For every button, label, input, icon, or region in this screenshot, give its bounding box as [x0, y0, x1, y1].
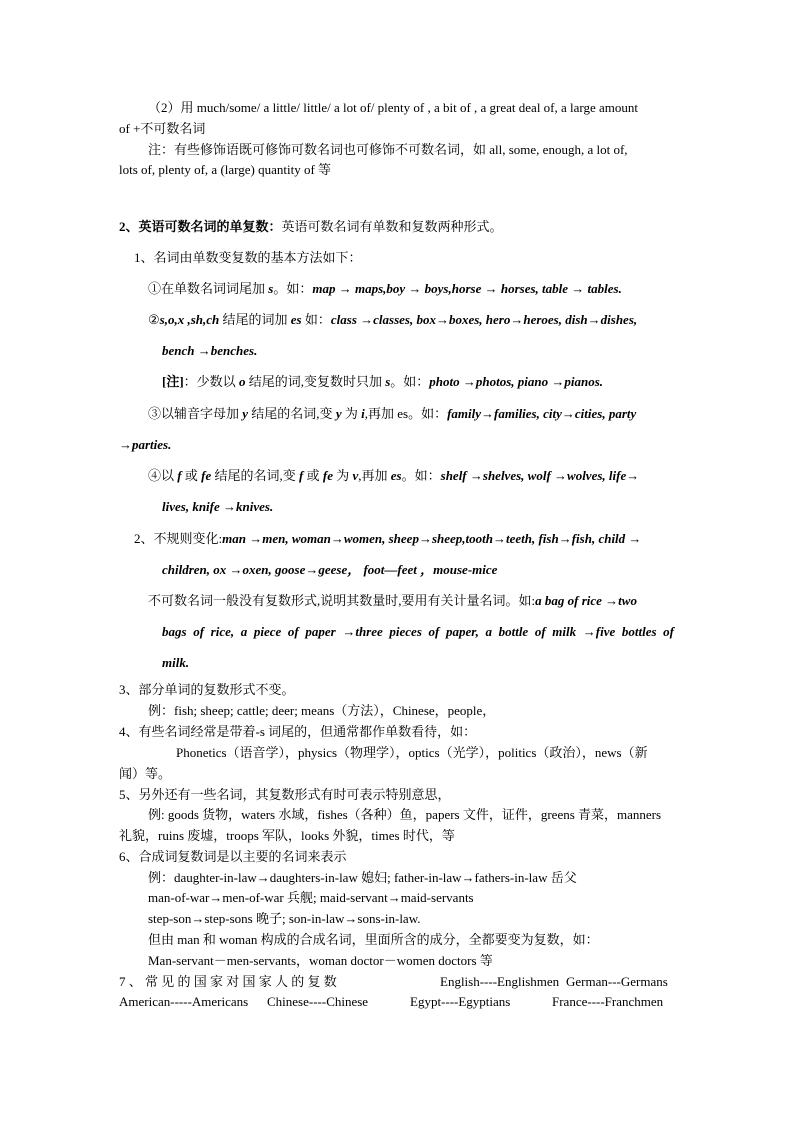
- rule-irregular: [134, 530, 641, 548]
- rule-uncountable: [148, 592, 637, 610]
- text-span: man-of-war→men-of-war 兵舰; maid-servant→maid-servants: [148, 890, 474, 905]
- rule-add-es-cont: [162, 342, 257, 360]
- text-span: s: [268, 281, 274, 296]
- text-span: 礼貌，ruins 废墟，troops 军队，looks 外貌，times 时代，等: [119, 828, 455, 843]
- text-span: fe: [201, 468, 212, 483]
- example-text: lives, knife →knives.: [162, 499, 274, 514]
- text-span: 。如：: [273, 281, 313, 296]
- text-line-note-cont: [119, 161, 331, 179]
- text-span: ①在单数名词词尾加: [148, 281, 269, 296]
- text-span: step-son→step-sons 晚子; son-in-law→sons-in-law.: [148, 911, 421, 926]
- example-text: class →classes, box→boxes, hero→heroes, dish→dishes,: [330, 312, 638, 327]
- text-span: 为: [332, 468, 353, 483]
- text-line-modifiers-cont: [119, 120, 205, 138]
- text-span: 4、有些名词经常是带着-s 词尾的，但通常都作单数看待，如：: [119, 724, 477, 739]
- text-span: es: [390, 468, 402, 483]
- text-span: Chinese----Chinese: [267, 994, 369, 1009]
- text-span: Egypt----Egyptians: [410, 994, 511, 1009]
- text-span: lots of, plenty of, a (large) quantity of 等: [119, 162, 332, 177]
- text-span: 。如：: [401, 468, 441, 483]
- point-6-example-5: [148, 952, 493, 970]
- text-span: fe: [322, 468, 333, 483]
- text-span: f: [177, 468, 182, 483]
- text-span: 例：fish; sheep; cattle; deer; means（方法），Chinese，people，: [148, 703, 496, 718]
- point-5-example-cont: [119, 827, 455, 845]
- point-4-example: [176, 744, 648, 762]
- point-7-chinese: [267, 993, 368, 1011]
- text-span: 为: [341, 406, 362, 421]
- text-span: German---Germans: [566, 974, 668, 989]
- text-span: 1、名词由单数变复数的基本方法如下：: [134, 250, 362, 265]
- example-text: a bag of rice →two: [535, 593, 637, 608]
- text-span: ：少数以: [183, 374, 239, 389]
- text-span: American-----Americans: [119, 994, 249, 1009]
- point-7-american: [119, 993, 248, 1011]
- text-span: 例：daughter-in-law→daughters-in-law 媳妇; father-in-law→fathers-in-law 岳父: [148, 870, 577, 885]
- example-text: photo →photos, piano →pianos.: [429, 374, 604, 389]
- point-7-egypt: [410, 993, 510, 1011]
- point-3-example: [148, 702, 495, 720]
- text-span: 或: [303, 468, 323, 483]
- text-span: 英语可数名词有单数和复数两种形式。: [281, 219, 503, 234]
- point-6-example-4: [148, 931, 599, 949]
- text-span: s,o,x ,sh,ch: [159, 312, 220, 327]
- text-span: 7 、 常 见 的 国 家 对 国 家 人 的 复 数: [119, 974, 337, 989]
- rule-add-s: [148, 280, 622, 298]
- text-span: ,再加 es。如：: [364, 406, 448, 421]
- text-span: English----Englishmen: [440, 974, 560, 989]
- rule-consonant-y: [148, 405, 636, 423]
- example-text: shelf →shelves, wolf →wolves, life→: [440, 468, 640, 483]
- rule-uncountable-cont: [162, 623, 674, 641]
- text-span: 或: [181, 468, 202, 483]
- example-text: milk.: [162, 655, 190, 670]
- rule-f-fe: [148, 467, 639, 485]
- text-span: of +不可数名词: [119, 121, 206, 136]
- text-span: France----Franchmen: [552, 994, 664, 1009]
- text-span: 结尾的词,变复数时只加: [245, 374, 386, 389]
- text-span: ④以: [148, 468, 178, 483]
- rule-consonant-y-cont: [119, 436, 171, 454]
- text-span: 例: goods 货物，waters 水域，fishes（各种）鱼，papers 文件，证件，greens 青菜，manners: [148, 807, 662, 822]
- text-span: ③以辅音字母加: [148, 406, 243, 421]
- example-text: bags of rice, a piece of paper →three pieces of paper, a bottle of milk →five bottles of: [162, 624, 674, 639]
- example-text: map → maps,boy → boys,horse → horses, table → tables.: [312, 281, 622, 296]
- text-line-modifiers: [148, 99, 638, 117]
- point-6-example-2: [148, 889, 474, 907]
- text-span: s: [385, 374, 391, 389]
- example-text: children, ox →oxen, goose→geese， foot—feet ，mouse-mice: [162, 562, 498, 577]
- point-5-example: [148, 806, 661, 824]
- point-5: [119, 786, 451, 804]
- rule-note-o: [162, 373, 603, 391]
- text-span: i: [361, 406, 365, 421]
- text-span: Man-servant－men-servants，woman doctor－women doctors 等: [148, 953, 493, 968]
- text-span: y: [242, 406, 249, 421]
- text-span: 注：有些修饰语既可修饰可数名词也可修饰不可数名词，如 all, some, enough, a lot of,: [148, 142, 628, 157]
- text-span: （2）用 much/some/ a little/ little/ a lot of/ plenty of , a bit of , a great deal of, a large amount: [148, 100, 639, 115]
- point-6-example-3: [148, 910, 421, 928]
- point-7-heading: [119, 973, 337, 991]
- rule-add-es: [148, 311, 637, 329]
- text-span: 如：: [301, 312, 331, 327]
- text-span: 3、部分单词的复数形式不变。: [119, 682, 295, 697]
- section-heading-2: [119, 218, 503, 236]
- point-7-german: [566, 973, 668, 991]
- point-7-france: [552, 993, 663, 1011]
- text-span: 闻）等。: [119, 766, 172, 781]
- text-span: 结尾的词加: [219, 312, 291, 327]
- text-span: v: [352, 468, 359, 483]
- point-4-example-cont: [119, 765, 171, 783]
- text-span: 不可数名词一般没有复数形式,说明其数量时,要用有关计量名词。如:: [148, 593, 536, 608]
- point-6: [119, 848, 347, 866]
- heading-text: 2、英语可数名词的单复数：: [119, 219, 282, 234]
- note-label: [注]: [162, 374, 184, 389]
- point-7-english: [440, 973, 559, 991]
- text-span: ②: [148, 312, 160, 327]
- text-line-note: [148, 141, 628, 159]
- example-text: man →men, woman→women, sheep→sheep,tooth→teeth, fish→fish, child →: [222, 531, 642, 546]
- text-span: f: [299, 468, 304, 483]
- point-6-example-1: [148, 869, 577, 887]
- text-span: 结尾的名词,变: [248, 406, 336, 421]
- example-text: →parties.: [119, 437, 172, 452]
- text-span: 5、另外还有一些名词，其复数形式有时可表示特别意思，: [119, 787, 451, 802]
- text-span: ,再加: [358, 468, 391, 483]
- text-span: 6、合成词复数词是以主要的名词来表示: [119, 849, 347, 864]
- rule-uncountable-end: [162, 654, 189, 672]
- text-span: 结尾的名词,变: [211, 468, 299, 483]
- example-text: bench →benches.: [162, 343, 258, 358]
- point-3: [119, 681, 295, 699]
- rule-irregular-cont: [162, 561, 497, 579]
- text-span: 但由 man 和 woman 构成的合成名词，里面所含的成分，全都要变为复数，如：: [148, 932, 599, 947]
- text-span: o: [238, 374, 246, 389]
- example-text: family→families, city→cities, party: [447, 406, 637, 421]
- text-span: es: [290, 312, 302, 327]
- text-span: 2、不规则变化:: [134, 531, 223, 546]
- point-4: [119, 723, 476, 741]
- rule-f-fe-cont: [162, 498, 273, 516]
- rule-1-title: [134, 249, 362, 267]
- text-span: y: [335, 406, 342, 421]
- text-span: 。如：: [390, 374, 430, 389]
- text-span: Phonetics（语音学），physics（物理学），optics（光学），politics（政治），news（新: [176, 745, 648, 760]
